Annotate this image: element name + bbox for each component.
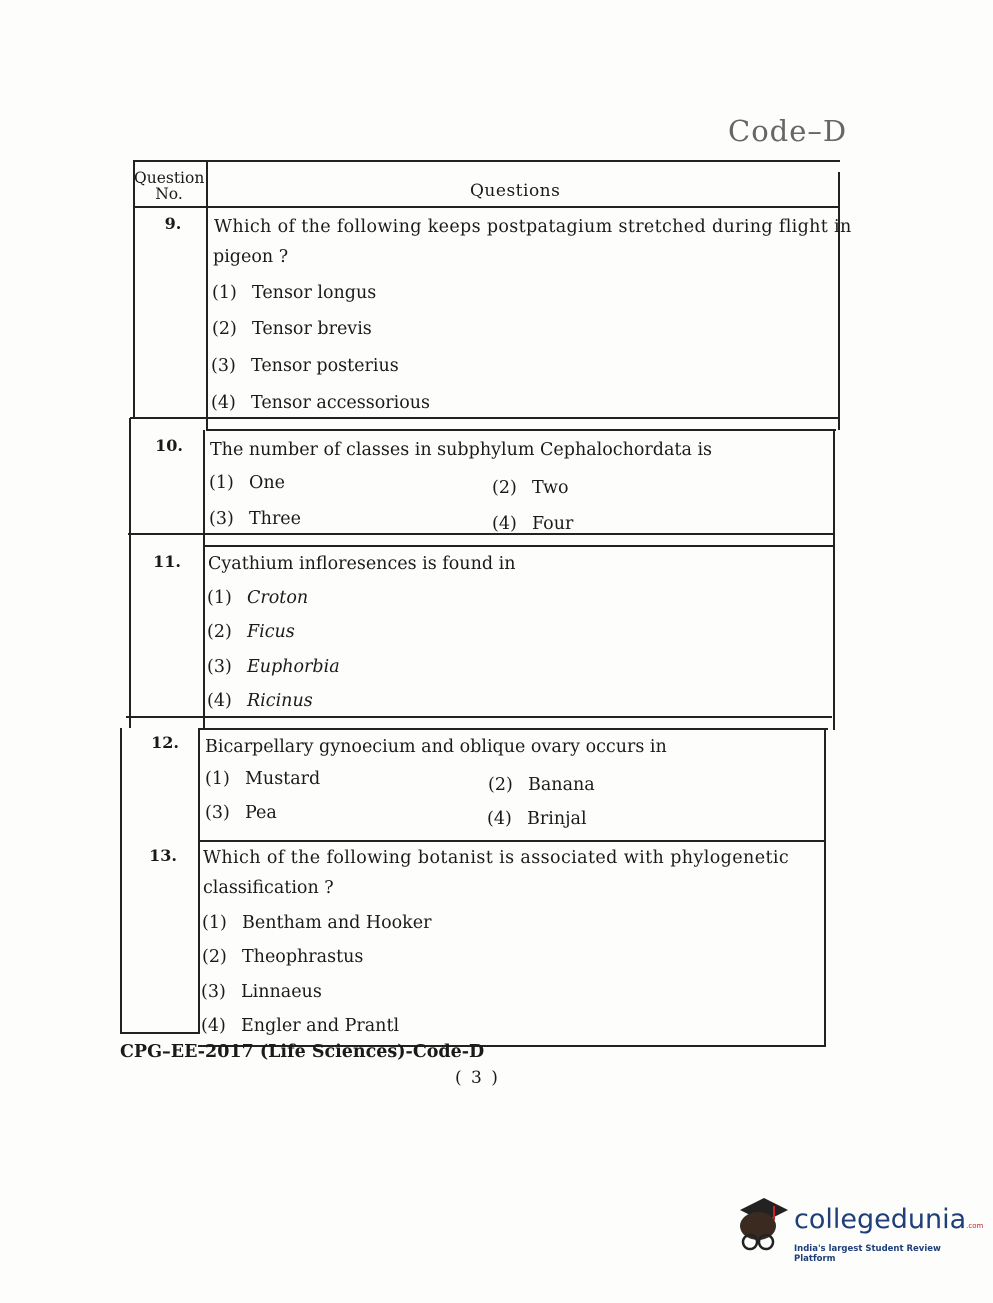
question-text-cont: pigeon ? (213, 247, 289, 267)
collegedunia-logo (734, 1196, 984, 1266)
option-number: (4) (201, 1016, 226, 1036)
question-number: 9. (164, 214, 182, 233)
option (207, 657, 340, 677)
question-number: 12. (151, 733, 179, 752)
option (205, 769, 320, 789)
option (207, 588, 308, 608)
question-text: Cyathium infloresences is found in (208, 554, 516, 574)
logo-wordmark (794, 1204, 983, 1235)
option-label: Tensor accessorious (251, 393, 431, 413)
table-right-border-3 (824, 728, 826, 1046)
option-label: Brinjal (527, 809, 587, 829)
column-divider-3 (198, 728, 200, 1032)
option-label: Ricinus (247, 691, 313, 711)
question-text: Which of the following botanist is associated with phylogenetic (203, 848, 790, 868)
option-label: Three (249, 509, 302, 529)
column-header-questions: Questions (470, 181, 561, 201)
option-label: Four (532, 514, 574, 534)
option-label: Croton (247, 588, 309, 608)
option (207, 691, 313, 711)
option-label: Pea (245, 803, 277, 823)
column-header-number (134, 170, 204, 202)
row-divider-9 (130, 417, 838, 419)
row-divider-10 (128, 533, 834, 535)
option-number: (1) (205, 769, 230, 789)
question-number: 13. (149, 846, 177, 865)
option-label: Euphorbia (247, 657, 340, 677)
option-label: Banana (528, 775, 595, 795)
row-divider-11b (200, 728, 828, 730)
option (202, 913, 432, 933)
question-number: 10. (155, 436, 183, 455)
option-number: (2) (202, 947, 227, 967)
option-label: One (249, 473, 285, 493)
option-number: (2) (212, 319, 237, 339)
logo-name: collegedunia (794, 1204, 967, 1235)
option-label: Linnaeus (241, 982, 322, 1002)
option (202, 947, 363, 967)
option-number: (3) (209, 509, 234, 529)
option (212, 283, 376, 303)
row-divider-10b (203, 545, 833, 547)
option (209, 509, 301, 529)
logo-tagline: India's largest Student Review Platform (794, 1244, 941, 1264)
option (205, 803, 277, 823)
option (488, 775, 595, 795)
option-number: (4) (207, 691, 232, 711)
logo-suffix: .com (966, 1222, 984, 1230)
option (492, 478, 569, 498)
option-label: Bentham and Hooker (242, 913, 432, 933)
option (201, 982, 322, 1002)
row-divider-9b (206, 429, 836, 431)
question-text-cont: classification ? (203, 878, 334, 898)
option-number: (4) (492, 514, 517, 534)
option-number: (1) (209, 473, 234, 493)
option (212, 319, 372, 339)
paper-code-footer: CPG–EE-2017 (Life Sciences)-Code-D (120, 1042, 485, 1062)
header-bottom-border (134, 206, 840, 208)
option-number: (3) (201, 982, 226, 1002)
option-number: (2) (488, 775, 513, 795)
table-bottom-border (120, 1032, 200, 1034)
question-text: The number of classes in subphylum Cephalochordata is (210, 440, 713, 460)
row-divider-12 (200, 840, 825, 842)
option-number: (2) (207, 622, 232, 642)
option-label: Theophrastus (242, 947, 364, 967)
row-divider-11 (126, 716, 832, 718)
option-number: (3) (211, 356, 236, 376)
option-number: (4) (211, 393, 236, 413)
option-number: (2) (492, 478, 517, 498)
page-number: ( 3 ) (455, 1068, 500, 1088)
option-label: Mustard (245, 769, 321, 789)
option (211, 393, 430, 413)
table-left-border-3 (120, 728, 122, 1032)
column-header-number-line2: No. (155, 185, 183, 203)
mascot-icon (734, 1196, 792, 1256)
column-header-number-line1: Question (134, 169, 205, 187)
option-label: Tensor posterius (251, 356, 399, 376)
option (207, 622, 295, 642)
option-number: (3) (205, 803, 230, 823)
option-label: Tensor brevis (252, 319, 372, 339)
option-number: (3) (207, 657, 232, 677)
option-number: (1) (207, 588, 232, 608)
option-number: (1) (202, 913, 227, 933)
option-label: Two (532, 478, 569, 498)
table-right-border (838, 172, 840, 430)
option-number: (1) (212, 283, 237, 303)
option-number: (4) (487, 809, 512, 829)
table-right-border-2 (833, 430, 835, 730)
table-left-border-2 (129, 418, 131, 728)
question-number: 11. (153, 552, 181, 571)
table-top-border (134, 160, 840, 162)
option (211, 356, 399, 376)
option (201, 1016, 399, 1036)
option-label: Ficus (247, 622, 295, 642)
option-label: Engler and Prantl (241, 1016, 400, 1036)
option (492, 514, 573, 534)
column-divider (206, 160, 208, 430)
option (487, 809, 587, 829)
question-text: Bicarpellary gynoecium and oblique ovary occurs in (205, 737, 667, 757)
code-label: Code–D (728, 114, 848, 148)
option-label: Tensor longus (252, 283, 377, 303)
option (209, 473, 285, 493)
column-divider-2 (203, 430, 205, 730)
question-text: Which of the following keeps postpatagium stretched during flight in (214, 217, 852, 237)
